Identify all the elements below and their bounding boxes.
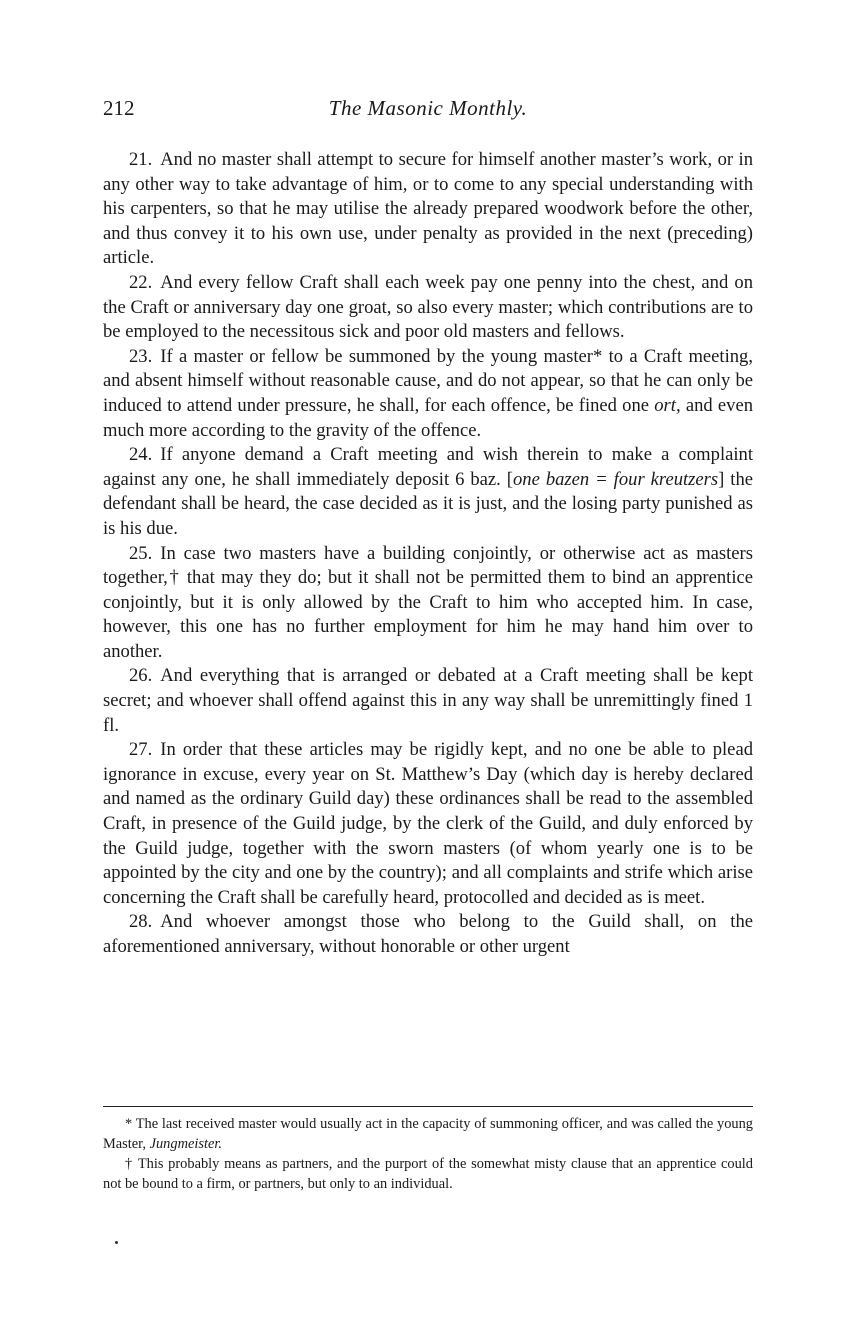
article-number: 26. <box>129 665 153 687</box>
text-run: And everything that is arranged or debated at a Craft meeting shall be kept secret; and whoever shall offend against this in any way shall be unremittingly fined 1 fl. <box>103 665 753 736</box>
article-number: 23. <box>129 345 153 367</box>
text-run: In order that these articles may be rigidly kept, and no one be able to plead ignorance in excuse, every year on St. Matthew’s Day (which day is hereby declared and named as the ordinary Guild day) these ordinances shall be read to the assembled Craft, in presence of the Guild judge, by the clerk of the Guild, and duly enforced by the Guild judge, together with the sworn masters (of whom yearly one is to be appointed by the city and one by the country); and all complaints and strife which arise concerning the Craft shall be carefully heard, protocolled and decided as is meet. <box>103 739 753 908</box>
article-paragraph <box>103 345 753 443</box>
article-paragraph <box>103 542 753 665</box>
italic-text: Jungmeister. <box>149 1136 222 1152</box>
text-run: and even much more according to the gravity of the offence. <box>103 394 753 441</box>
article-number: 21. <box>129 149 153 170</box>
article-number: 27. <box>129 739 153 761</box>
article-paragraph <box>103 738 753 910</box>
page-header <box>103 96 753 126</box>
footnote <box>103 1154 753 1194</box>
body-text <box>103 148 753 960</box>
text-run: If anyone demand a Craft meeting and wish therein to make a complaint against any one, he shall immediately deposit 6 baz. [ <box>103 444 753 490</box>
page-number: 212 <box>103 96 135 120</box>
footnotes <box>103 1114 753 1194</box>
stray-dot-mark <box>115 1241 118 1244</box>
text-run: And whoever amongst those who belong to the Guild shall, on the aforementioned anniversary, without honorable or other urgent <box>103 911 753 957</box>
article-number: 25. <box>129 542 153 564</box>
footnote <box>103 1114 753 1154</box>
text-run: If a master or fellow be summoned by the young master* to a Craft meeting, and absent himself without reasonable cause, and do not appear, so that he can only be induced to attend under pressure, he shall, for each offence, be fined one <box>103 345 753 416</box>
text-run: In case two masters have a building conjointly, or otherwise act as masters together,† that may they do; but it shall not be permitted them to bind an apprentice conjointly, but it is only allowed by the Craft to him who accepted him. In case, however, this one has no further employment for him he may hand him over to another. <box>103 542 753 662</box>
text-run: And no master shall attempt to secure for himself another master’s work, or in any other way to take advantage of him, or to come to any special understanding with his carpenters, so that he may utilise the already prepared woodwork before the other, and thus convey it to his own use, under penalty as provided in the next (preceding) article. <box>103 149 753 269</box>
article-paragraph <box>103 148 753 271</box>
italic-text: ort, <box>654 394 681 416</box>
article-paragraph <box>103 664 753 738</box>
article-paragraph <box>103 910 753 959</box>
text-run: * The last received master would usually act in the capacity of summoning officer, and was called the young Master, <box>103 1116 753 1152</box>
italic-text: one bazen = four kreutzers <box>513 468 719 490</box>
article-number: 22. <box>129 271 153 293</box>
text-run: † This probably means as partners, and the purport of the somewhat misty clause that an apprentice could not be bound to a firm, or partners, but only to an individual. <box>103 1156 753 1192</box>
article-paragraph <box>103 443 753 541</box>
article-paragraph <box>103 271 753 345</box>
article-number: 28. <box>129 911 153 933</box>
footnote-divider <box>103 1106 753 1107</box>
running-title: The Masonic Monthly. <box>328 96 528 120</box>
text-run: ] the defendant shall be heard, the case decided as it is just, and the losing party punished as is his due. <box>103 468 754 539</box>
text-run: And every fellow Craft shall each week pay one penny into the chest, and on the Craft or anniversary day one groat, so also every master; which contributions are to be employed to the necessitous sick and poor old masters and fellows. <box>103 271 753 343</box>
article-number: 24. <box>129 444 153 466</box>
